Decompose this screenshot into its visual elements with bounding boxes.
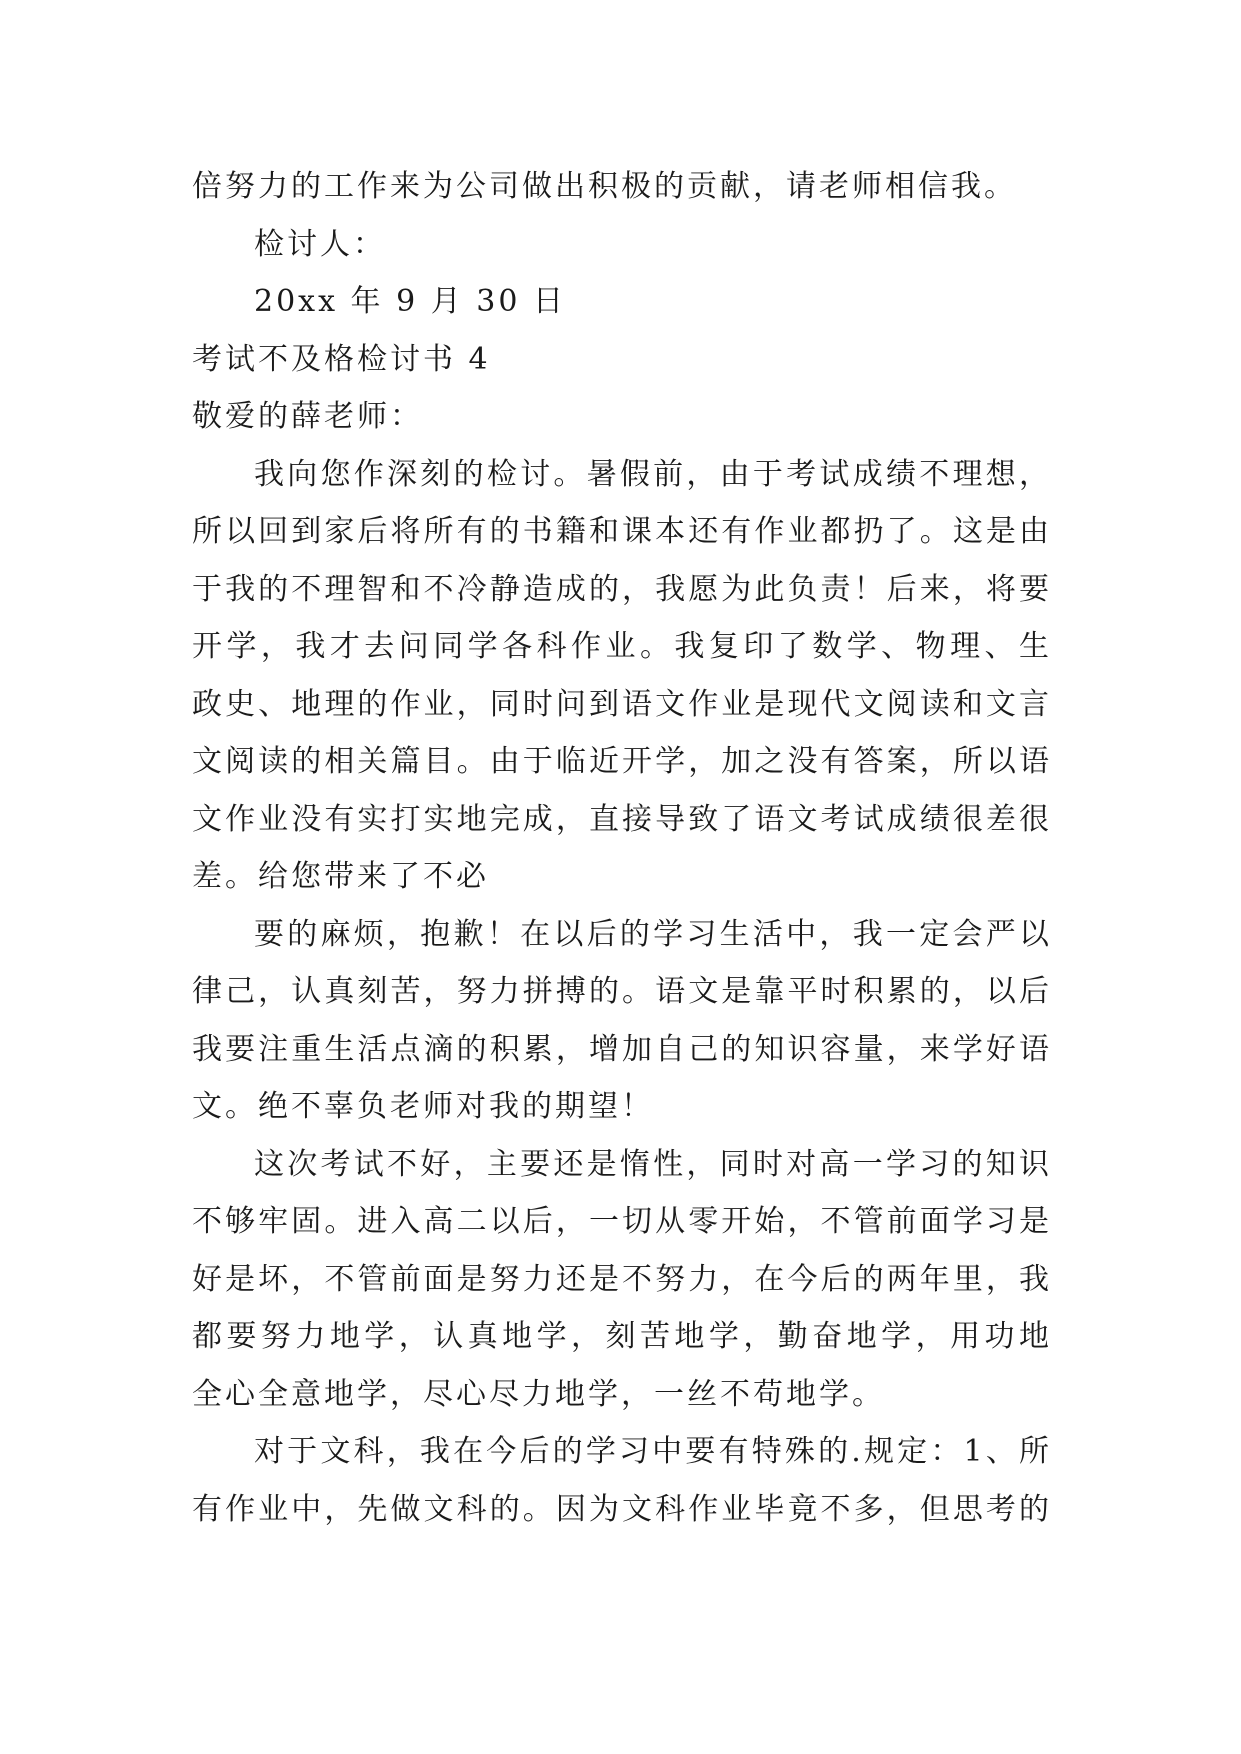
- text-line: 政史、地理的作业，同时问到语文作业是现代文阅读和文言: [192, 686, 1052, 722]
- text-line: 所以回到家后将所有的书籍和课本还有作业都扔了。这是由: [192, 514, 1052, 549]
- text-line: 倍努力的工作来为公司做出积极的贡献，请老师相信我。: [192, 169, 1017, 204]
- signature-date: 20xx 年 9 月 30 日: [254, 284, 566, 319]
- text-line: 文阅读的相关篇目。由于临近开学，加之没有答案，所以语: [192, 744, 1052, 779]
- document-body: [192, 158, 1052, 1538]
- text-line: 这次考试不好，主要还是惰性，同时对高一学习的知识: [254, 1146, 1052, 1182]
- text-line: 于我的不理智和不冷静造成的，我愿为此负责！后来，将要: [192, 571, 1052, 607]
- text-line: 全心全意地学，尽心尽力地学，一丝不苟地学。: [192, 1376, 885, 1412]
- text-line: 都要努力地学，认真地学，刻苦地学，勤奋地学，用功地: [192, 1319, 1052, 1354]
- text-line: 有作业中，先做文科的。因为文科作业毕竟不多，但思考的: [192, 1491, 1052, 1527]
- text-line: 我向您作深刻的检讨。暑假前，由于考试成绩不理想，: [254, 456, 1052, 492]
- text-line: 律己，认真刻苦，努力拼搏的。语文是靠平时积累的，以后: [192, 974, 1052, 1009]
- text-line: 对于文科，我在今后的学习中要有特殊的.规定：1、所: [254, 1434, 1052, 1469]
- text-line: 差。给您带来了不必: [192, 859, 489, 894]
- text-line: 文作业没有实打实地完成，直接导致了语文考试成绩很差很: [192, 801, 1052, 837]
- signature-label: 检讨人：: [254, 226, 386, 262]
- text-line: 文。绝不辜负老师对我的期望！: [192, 1089, 654, 1124]
- text-line: 开学，我才去问同学各科作业。我复印了数学、物理、生: [192, 629, 1052, 664]
- text-line: 不够牢固。进入高二以后，一切从零开始，不管前面学习是: [192, 1204, 1052, 1239]
- salutation: 敬爱的薛老师：: [192, 399, 423, 434]
- text-line: 好是坏，不管前面是努力还是不努力，在今后的两年里，我: [192, 1261, 1052, 1297]
- text-line: 要的麻烦，抱歉！在以后的学习生活中，我一定会严以: [254, 916, 1052, 952]
- text-line: 我要注重生活点滴的积累，增加自己的知识容量，来学好语: [192, 1031, 1052, 1067]
- section-title: 考试不及格检讨书 4: [192, 341, 491, 377]
